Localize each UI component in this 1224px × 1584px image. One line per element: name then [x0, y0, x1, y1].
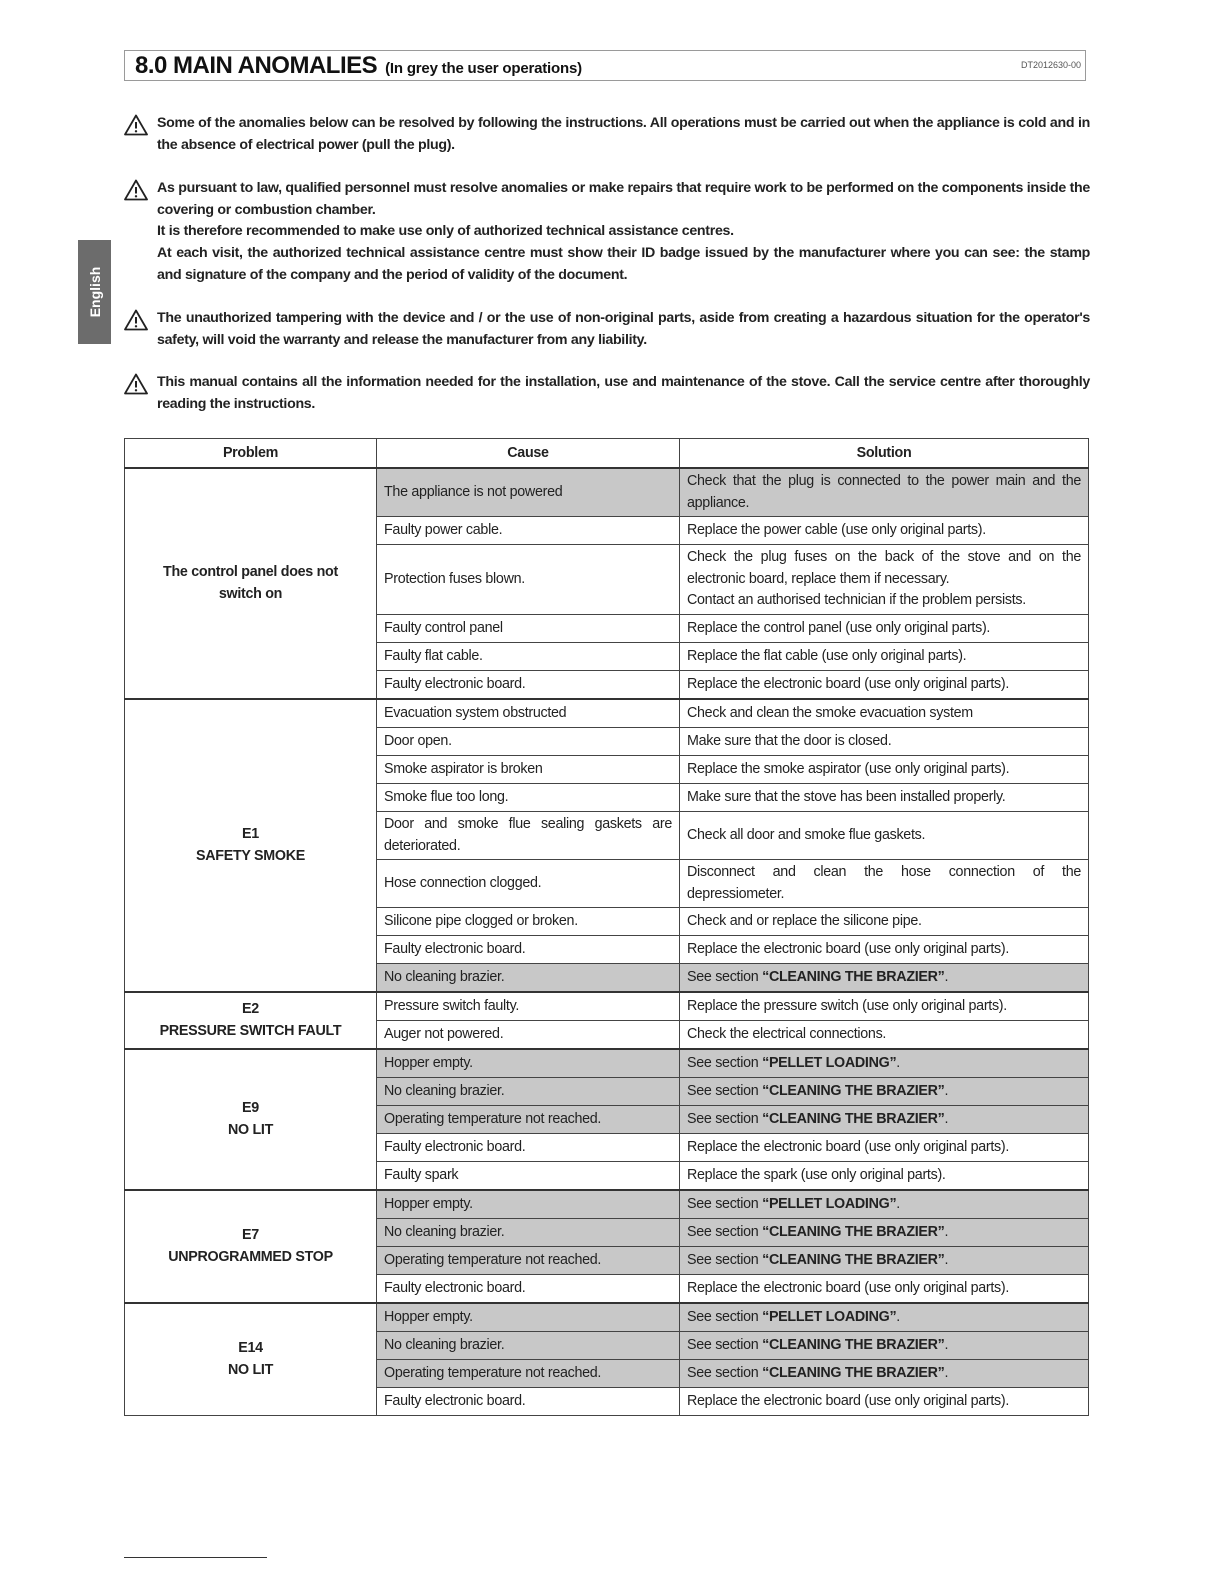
cause-cell: Hose connection clogged. [377, 860, 680, 908]
warning-text [157, 308, 1090, 351]
solution-cell [680, 964, 1089, 993]
cause-cell: Operating temperature not reached. [377, 1247, 680, 1275]
solution-suffix: . [944, 1251, 949, 1268]
solution-cell [680, 1049, 1089, 1078]
warning-text [157, 178, 1090, 287]
language-label: English [86, 266, 103, 318]
problem-code: E1 [242, 826, 259, 842]
warning-text [157, 372, 1090, 415]
cause-cell: Faulty spark [377, 1162, 680, 1191]
solution-line: Contact an authorised technician if the problem persists. [687, 592, 1026, 609]
solution-line: Check the plug fuses on the back of the stove and on the electronic board, replace them if necessary. [687, 549, 1081, 587]
cause-cell: The appliance is not powered [377, 468, 680, 517]
warning-line: Some of the anomalies below can be resolved by following the instructions. All operations must be carried out when the appliance is cold and in the absence of electrical power (pull the plug). [157, 115, 1090, 153]
warning-text [157, 113, 1090, 156]
problem-cell [125, 1190, 377, 1303]
solution-cell: Replace the electronic board (use only original parts). [680, 936, 1089, 964]
cause-cell: Door and smoke flue sealing gaskets are deteriorated. [377, 812, 680, 860]
warning-line: As pursuant to law, qualified personnel must resolve anomalies or make repairs that require work to be performed on the components inside the covering or combustion chamber. [157, 180, 1090, 218]
solution-prefix: See section [687, 968, 763, 985]
solution-suffix: . [944, 1082, 949, 1099]
warning-line: It is therefore recommended to make use only of authorized technical assistance centres. [157, 223, 734, 240]
solution-prefix: See section [687, 1251, 763, 1268]
solution-cell [680, 1219, 1089, 1247]
table-row [125, 1303, 1089, 1332]
solution-cell [680, 545, 1089, 615]
problem-subtitle: switch on [218, 585, 283, 602]
solution-cell: Replace the smoke aspirator (use only original parts). [680, 756, 1089, 784]
section-reference: “CLEANING THE BRAZIER” [762, 1223, 945, 1240]
table-header-row [125, 439, 1089, 469]
solution-cell [680, 1303, 1089, 1332]
cause-cell: Door open. [377, 728, 680, 756]
solution-suffix: . [944, 968, 949, 985]
cause-cell: Hopper empty. [377, 1190, 680, 1219]
problem-subtitle: NO LIT [227, 1121, 274, 1138]
cause-cell: Faulty control panel [377, 615, 680, 643]
solution-cell: Check all door and smoke flue gaskets. [680, 812, 1089, 860]
footer-rule [124, 1557, 267, 1558]
solution-cell: Replace the electronic board (use only original parts). [680, 1134, 1089, 1162]
cause-cell: Auger not powered. [377, 1021, 680, 1050]
cause-cell: No cleaning brazier. [377, 964, 680, 993]
warning-block-4 [124, 372, 1090, 415]
solution-prefix: See section [687, 1223, 763, 1240]
section-reference: “CLEANING THE BRAZIER” [762, 1251, 945, 1268]
solution-suffix: . [944, 1110, 949, 1127]
section-reference: “CLEANING THE BRAZIER” [762, 1082, 945, 1099]
warning-block-3 [124, 308, 1090, 351]
solution-prefix: See section [687, 1364, 763, 1381]
solution-prefix: See section [687, 1110, 763, 1127]
warning-line: This manual contains all the information needed for the installation, use and maintenance of the stove. Call the service centre after thoroughly reading the instructions. [157, 374, 1090, 412]
section-header [124, 50, 1086, 81]
cause-cell: Faulty electronic board. [377, 671, 680, 700]
solution-cell: Replace the flat cable (use only original parts). [680, 643, 1089, 671]
cause-cell: Silicone pipe clogged or broken. [377, 908, 680, 936]
warning-line: At each visit, the authorized technical assistance centre must show their ID badge issued by the manufacturer where you can see: the stamp and signature of the company and the period of validity of the document. [157, 245, 1090, 283]
solution-suffix: . [896, 1308, 900, 1325]
document-code: DT2012630-00 [1020, 60, 1081, 70]
cause-cell: Protection fuses blown. [377, 545, 680, 615]
warning-line: The unauthorized tampering with the device and / or the use of non-original parts, aside from creating a hazardous situation for the operator's safety, will void the warranty and release the manufacturer from any liability. [157, 310, 1090, 348]
solution-cell: Check and or replace the silicone pipe. [680, 908, 1089, 936]
solution-cell [680, 1106, 1089, 1134]
table-row [125, 1049, 1089, 1078]
cause-cell: Hopper empty. [377, 1049, 680, 1078]
problem-title: The control panel does not [163, 564, 338, 580]
section-reference: “PELLET LOADING” [762, 1195, 897, 1212]
solution-cell: Check the electrical connections. [680, 1021, 1089, 1050]
cause-cell: Operating temperature not reached. [377, 1106, 680, 1134]
solution-suffix: . [944, 1364, 949, 1381]
solution-cell [680, 1332, 1089, 1360]
cause-cell: Pressure switch faulty. [377, 992, 680, 1021]
solution-cell [680, 1190, 1089, 1219]
warning-block-2 [124, 178, 1090, 287]
section-reference: “CLEANING THE BRAZIER” [762, 1110, 945, 1127]
section-reference: “CLEANING THE BRAZIER” [762, 1336, 945, 1353]
warning-triangle-icon [124, 179, 148, 201]
solution-cell [680, 1360, 1089, 1388]
warning-triangle-icon [124, 309, 148, 331]
problem-subtitle: SAFETY SMOKE [196, 847, 305, 864]
language-side-tab [78, 240, 111, 344]
solution-cell: Make sure that the door is closed. [680, 728, 1089, 756]
column-header-solution: Solution [680, 439, 1089, 469]
solution-cell: Replace the spark (use only original parts). [680, 1162, 1089, 1191]
problem-code: E2 [242, 1001, 259, 1017]
solution-suffix: . [896, 1054, 900, 1071]
cause-cell: Faulty electronic board. [377, 1388, 680, 1416]
cause-cell: Faulty electronic board. [377, 1275, 680, 1304]
solution-suffix: . [944, 1223, 949, 1240]
solution-prefix: See section [687, 1308, 763, 1325]
solution-prefix: See section [687, 1336, 763, 1353]
solution-suffix: . [896, 1195, 900, 1212]
cause-cell: Faulty electronic board. [377, 936, 680, 964]
problem-cell [125, 1049, 377, 1190]
cause-cell: Evacuation system obstructed [377, 699, 680, 728]
problem-subtitle: NO LIT [227, 1361, 274, 1378]
problem-code: E9 [242, 1100, 259, 1116]
section-reference: “CLEANING THE BRAZIER” [762, 968, 945, 985]
cause-cell: Operating temperature not reached. [377, 1360, 680, 1388]
solution-cell [680, 1078, 1089, 1106]
column-header-cause: Cause [377, 439, 680, 469]
table-row [125, 468, 1089, 517]
table-row [125, 699, 1089, 728]
solution-cell: Replace the control panel (use only original parts). [680, 615, 1089, 643]
problem-code: E14 [238, 1340, 263, 1356]
section-reference: “PELLET LOADING” [762, 1308, 897, 1325]
warning-triangle-icon [124, 114, 148, 136]
problem-cell [125, 468, 377, 699]
solution-cell: Make sure that the stove has been installed properly. [680, 784, 1089, 812]
problem-subtitle: UNPROGRAMMED STOP [168, 1248, 333, 1265]
table-row [125, 992, 1089, 1021]
problem-cell [125, 992, 377, 1049]
warning-triangle-icon [124, 373, 148, 395]
anomalies-table [124, 438, 1089, 1416]
cause-cell: Faulty flat cable. [377, 643, 680, 671]
solution-cell: Replace the electronic board (use only original parts). [680, 671, 1089, 700]
problem-cell [125, 1303, 377, 1416]
section-reference: “PELLET LOADING” [762, 1054, 897, 1071]
page-title [135, 52, 582, 80]
solution-prefix: See section [687, 1195, 763, 1212]
solution-prefix: See section [687, 1082, 763, 1099]
cause-cell: Hopper empty. [377, 1303, 680, 1332]
solution-cell: Check and clean the smoke evacuation system [680, 699, 1089, 728]
problem-code: E7 [242, 1227, 259, 1243]
solution-cell: Check that the plug is connected to the power main and the appliance. [680, 468, 1089, 517]
cause-cell: Faulty power cable. [377, 517, 680, 545]
cause-cell: Smoke flue too long. [377, 784, 680, 812]
solution-cell: Replace the electronic board (use only original parts). [680, 1388, 1089, 1416]
cause-cell: Faulty electronic board. [377, 1134, 680, 1162]
solution-prefix: See section [687, 1054, 763, 1071]
table-row [125, 1190, 1089, 1219]
cause-cell: No cleaning brazier. [377, 1078, 680, 1106]
section-reference: “CLEANING THE BRAZIER” [762, 1364, 945, 1381]
solution-suffix: . [944, 1336, 949, 1353]
page-subtitle: (In grey the user operations) [385, 60, 582, 77]
problem-subtitle: PRESSURE SWITCH FAULT [159, 1022, 342, 1039]
warning-block-1 [124, 113, 1090, 156]
cause-cell: No cleaning brazier. [377, 1332, 680, 1360]
solution-cell [680, 1247, 1089, 1275]
cause-cell: Smoke aspirator is broken [377, 756, 680, 784]
solution-cell: Replace the power cable (use only original parts). [680, 517, 1089, 545]
page-title-text: 8.0 MAIN ANOMALIES [135, 52, 378, 79]
problem-cell [125, 699, 377, 992]
solution-cell: Replace the pressure switch (use only original parts). [680, 992, 1089, 1021]
solution-cell: Disconnect and clean the hose connection of the depressiometer. [680, 860, 1089, 908]
column-header-problem: Problem [125, 439, 377, 469]
cause-cell: No cleaning brazier. [377, 1219, 680, 1247]
solution-cell: Replace the electronic board (use only original parts). [680, 1275, 1089, 1304]
